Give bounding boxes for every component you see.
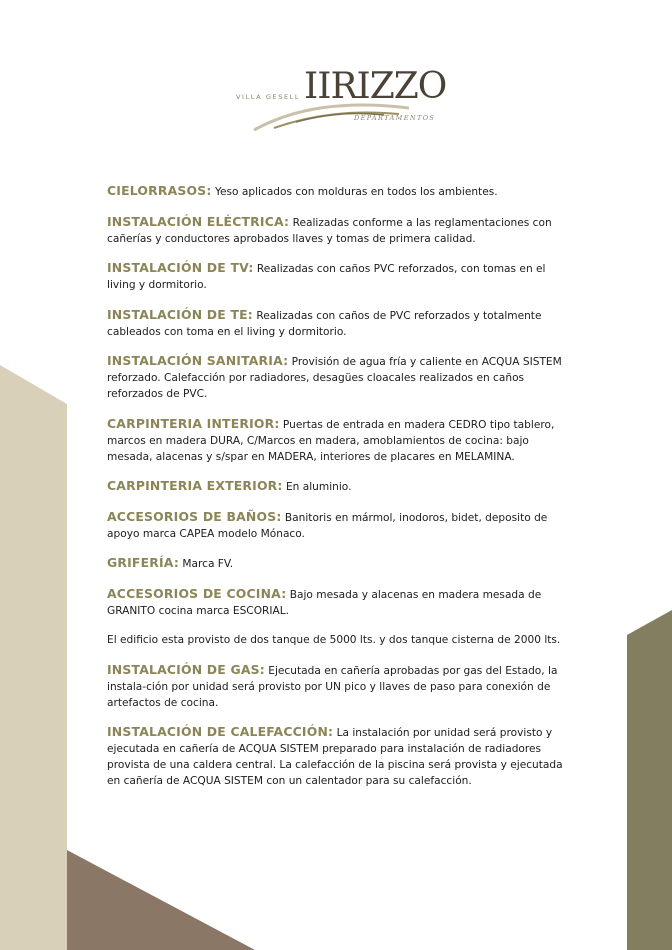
spec-label: INSTALACIÓN DE TE: xyxy=(107,306,253,322)
spec-instalacion-calefaccion xyxy=(107,724,570,789)
spec-text: Realizadas con caños de PVC reforzados y totalmente cableados con toma en el living y dormitorio. xyxy=(107,309,542,338)
brand-logo xyxy=(234,58,447,138)
spec-accesorios-cocina xyxy=(107,586,570,619)
spec-text: Realizadas con caños PVC reforzados, con tomas en el living y dormitorio. xyxy=(107,263,546,291)
spec-instalacion-gas xyxy=(107,662,570,711)
spec-label: GRIFERÍA: xyxy=(107,555,179,570)
spec-label: INSTALACIÓN DE CALEFACCIÓN: xyxy=(107,724,334,739)
spec-label: INSTALACIÓN ELÉCTRICA: xyxy=(107,213,290,229)
logo-wordmark: IIRIZZO xyxy=(304,66,447,107)
spec-label: ACCESORIOS DE COCINA: xyxy=(107,585,287,601)
specifications-list xyxy=(107,183,570,803)
spec-tanques xyxy=(107,632,570,648)
logo-location: VILLA GESELL xyxy=(236,93,301,101)
spec-label: INSTALACIÓN SANITARIA: xyxy=(107,353,289,368)
spec-text: En aluminio. xyxy=(285,481,352,493)
spec-carpinteria-exterior xyxy=(107,478,570,495)
spec-accesorios-banos xyxy=(107,509,570,542)
spec-cielorrasos xyxy=(107,183,570,200)
spec-label: INSTALACIÓN DE GAS: xyxy=(107,661,265,677)
brown-bottom-shape xyxy=(67,850,255,950)
spec-text: Provisión de agua fría y caliente en ACQUA SISTEM reforzado. Calefacción por radiadores, desagües cloacales realizados en caños reforzados de PVC. xyxy=(107,356,562,400)
spec-text: El edificio esta provisto de dos tanque de 5000 lts. y dos tanque cisterna de 2000 lts. xyxy=(107,634,561,646)
spec-text: Yeso aplicados con molduras en todos los ambientes. xyxy=(214,186,498,198)
spec-label: CARPINTERIA INTERIOR: xyxy=(107,415,280,431)
spec-instalacion-tv xyxy=(107,260,570,293)
spec-text: Marca FV. xyxy=(182,558,234,570)
spec-label: CIELORRASOS: xyxy=(107,183,212,198)
spec-text: Puertas de entrada en madera CEDRO tipo tablero, marcos en madera DURA, C/Marcos en madera, amoblamientos de cocina: bajo mesada, alacenas y s/spar en MADERA, interiores de placares en MELAMINA. xyxy=(107,418,555,463)
spec-griferia xyxy=(107,555,570,572)
spec-text: Bajo mesada y alacenas en madera mesada de GRANITO cocina marca ESCORIAL. xyxy=(107,588,542,617)
olive-right-shape xyxy=(627,610,672,950)
spec-text: La instalación por unidad será provisto y ejecutada en cañería de ACQUA SISTEM preparado para instalación de radiadores provista de una caldera central. La calefacción de la piscina será provista y ejecutada en cañería de ACQUA SISTEM con un calentador para su calefacción. xyxy=(107,727,563,787)
spec-carpinteria-interior xyxy=(107,416,570,465)
spec-label: ACCESORIOS DE BAÑOS: xyxy=(107,508,282,524)
spec-instalacion-sanitaria xyxy=(107,353,570,402)
spec-text: Banitoris en mármol, inodoros, bidet, deposito de apoyo marca CAPEA modelo Mónaco. xyxy=(107,511,548,540)
beige-left-shape xyxy=(0,365,67,950)
logo-tagline: DEPARTAMENTOS xyxy=(354,114,436,122)
spec-label: INSTALACIÓN DE TV: xyxy=(107,260,254,275)
spec-instalacion-electrica xyxy=(107,214,570,247)
spec-text: Realizadas conforme a las reglamentaciones con cañerías y conductores aprobados llaves y tomas de primera calidad. xyxy=(107,216,552,245)
spec-instalacion-te xyxy=(107,307,570,340)
spec-label: CARPINTERIA EXTERIOR: xyxy=(107,478,283,493)
spec-text: Ejecutada en cañería aprobadas por gas del Estado, la instala-ción por unidad será provisto por UN pico y llaves de paso para conexión de artefactos de cocina. xyxy=(107,664,558,709)
